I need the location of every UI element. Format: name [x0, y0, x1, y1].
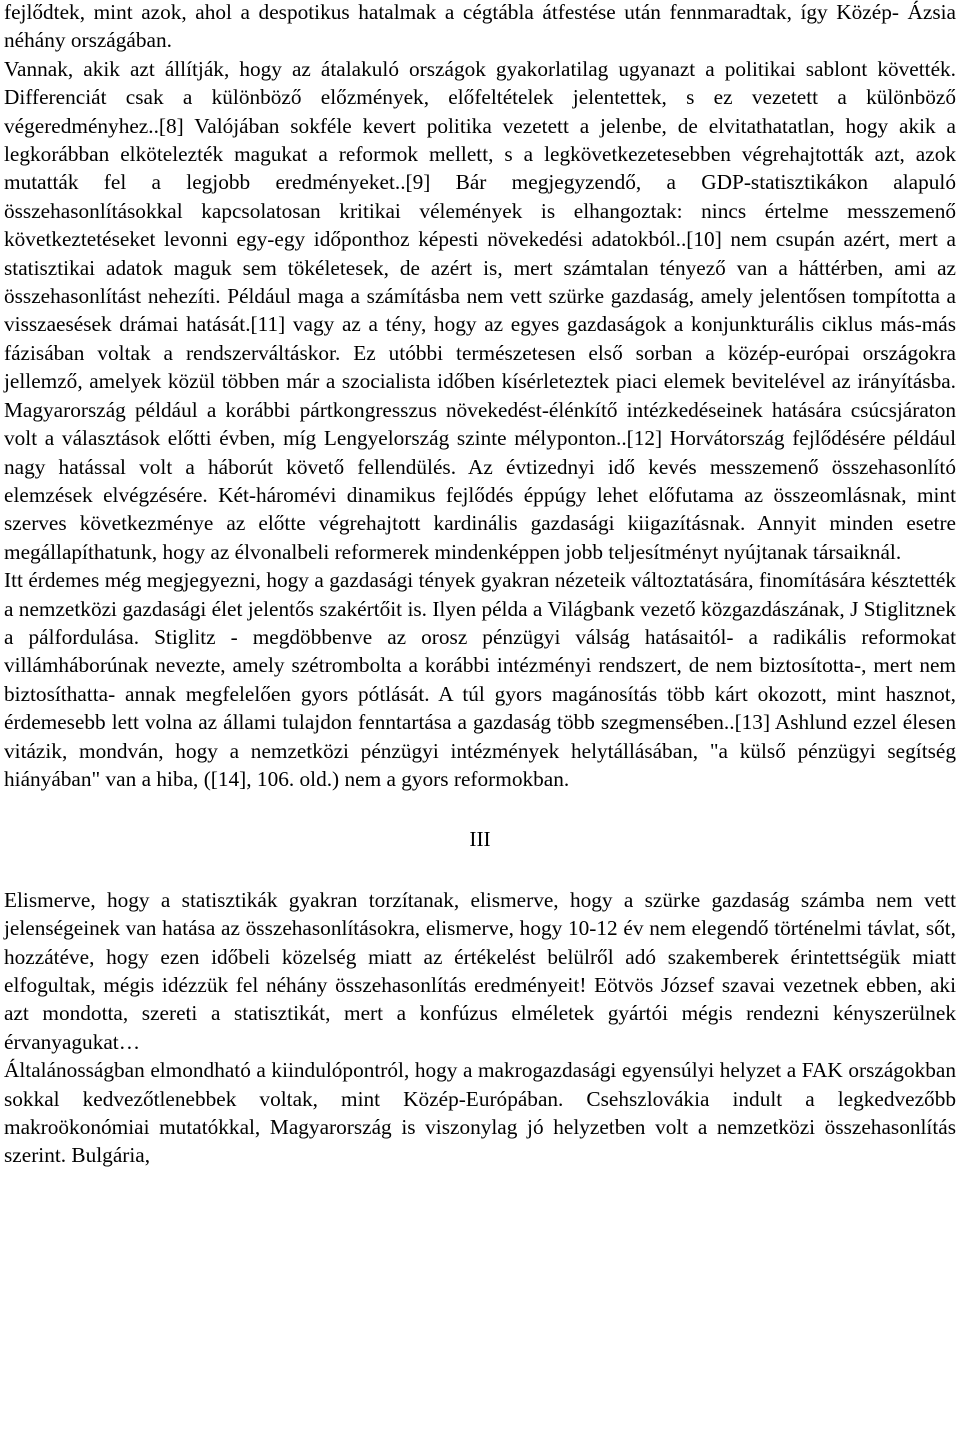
- paragraph-political-template: Vannak, akik azt állítják, hogy az átalakuló országok gyakorlatilag ugyanazt a politikai sablont követték. Differenciát csak a különböző előzmények, előfeltételek jelentettek, s ez vezetett a különböző végeredményhez..[8] Valójában sokféle kevert politika vezetett a jelenbe, de elvitathatatlan, hogy akik a legkorábban elkötelezték magukat a reformok mellett, s a legkövetkezetesebben végrehajtották azt, azok mutatták fel a legjobb eredményeket..[9] Bár megjegyzendő, a GDP-statisztikákon alapuló összehasonlításokkal kapcsolatosan kritikai vélemények is elhangoztak: nincs értelme messzemenő következtetéseket levonni egy-egy időponthoz képesti növekedési adatokból..[10] nem csupán azért, mert a statisztikai adatok maguk sem tökéletesek, de azért is, mert számtalan tényező van a háttérben, ami az összehasonlítást nehezíti. Például maga a számításba nem vett szürke gazdaság, amely jelentősen tompította a visszaesések drámai hatását.[11] vagy az a tény, hogy az egyes gazdaságok a konjunkturális ciklus más-más fázisában voltak a rendszerváltáskor. Ez utóbbi természetesen első sorban a közép-európai országokra jellemző, amelyek közül többen már a szocialista időben kísérleteztek piaci elemek bevitelével az irányításba. Magyarország például a korábbi pártkongresszus növekedést-élénkítő intézkedéseinek hatására csúcsjáraton volt a választások előtti évben, míg Lengyelország szinte mélyponton..[12] Horvátország fejlődésére például nagy hatással volt a háborút követő fellendülés. Az évtizednyi idő kevés messzemenő összehasonlító elemzések elvégzésére. Két-háromévi dinamikus fejlődés éppúgy lehet előfutama az összeomlásnak, mint szerves következménye az előtte végrehajtott kardinális gazdasági kiigazításnak. Annyit minden esetre megállapíthatunk, hogy az élvonalbeli reformerek mindenképpen jobb teljesítményt nyújtanak társaiknál.: [4, 56, 956, 564]
- paragraph-stiglitz: Itt érdemes még megjegyezni, hogy a gazdasági tények gyakran nézeteik változtatására, finomítására késztették a nemzetközi gazdasági élet jelentős szakértőit is. Ilyen példa a Világbank vezető közgazdászának, J Stiglitznek a pálfordulása. Stiglitz - megdöbbenve az orosz pénzügyi válság hatásaitól- a radikális reformokat villámháborúnak nevezte, amely szétrombolta a korábbi intézményi rendszert, de nem biztosította-, mert nem biztosíthatta- annak megfelelően gyors pótlását. A túl gyors magánosítás több kárt okozott, mint hasznot, érdemesebb lett volna az állami tulajdon fenntartása a gazdaság több szegmensében..[13] Ashlund ezzel élesen vitázik, mondván, hogy a nemzetközi pénzügyi intézmények helytállásában, "a külső pénzügyi segítség hiányában" van a hiba, ([14], 106. old.) nem a gyors reformokban.: [4, 568, 956, 791]
- document-page: [4, 0, 956, 1170]
- paragraph-macroeconomic: Általánosságban elmondható a kiindulópontról, hogy a makrogazdasági egyensúlyi helyzet a FAK országokban sokkal kedvezőtlenebbek voltak, mint Közép-Európában. Csehszlovákia indult a legkedvezőbb makroökonómiai mutatókkal, Magyarország is viszonylag jó helyzetben volt a nemzetközi összehasonlítás szerint. Bulgária,: [4, 1058, 956, 1168]
- paragraph-intro: fejlődtek, mint azok, ahol a despotikus hatalmak a cégtábla átfestése után fennmaradtak, így Közép- Ázsia néhány országában.: [4, 0, 956, 53]
- paragraph-statistics: Elismerve, hogy a statisztikák gyakran torzítanak, elismerve, hogy a szürke gazdaság számba nem vett jelenségeinek van hatása az összehasonlításokra, elismerve, hogy 10-12 év nem elegendő történelmi távlat, sőt, hozzátéve, hogy ezen időbeli közelség miatt az értékelést belülről adó szakemberek érintettségük miatt elfogultak, mégis idézzük fel néhány összehasonlítás eredményeit! Eötvös József szavai vezetnek ebben, aki azt mondotta, szereti a statisztikát, mert a konfúzus elméletek gyártói mégis rendezni kényszerülnek érvanyagukat…: [4, 887, 956, 1054]
- section-heading: III: [469, 827, 491, 852]
